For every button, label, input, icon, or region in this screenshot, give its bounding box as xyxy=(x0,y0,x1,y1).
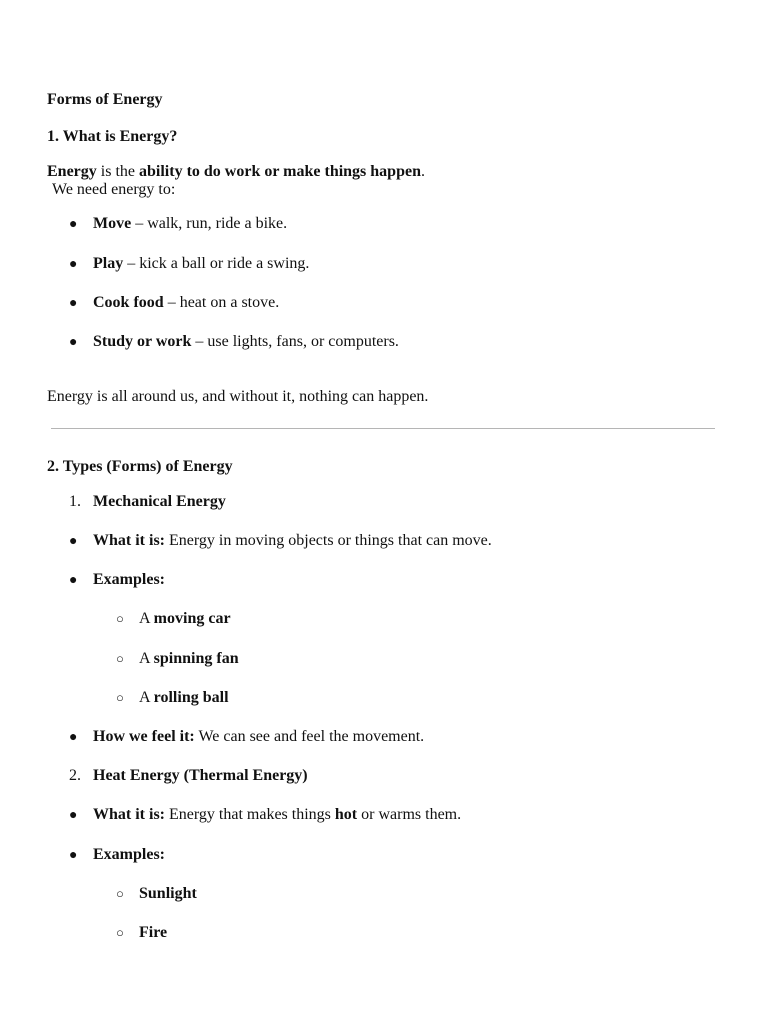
examples-label: Examples: xyxy=(93,571,165,588)
item-term: Cook food xyxy=(93,294,164,311)
item-text: We can see and feel the movement. xyxy=(194,728,425,745)
bullet-icon: ● xyxy=(69,808,78,823)
item-term: rolling ball xyxy=(153,689,229,706)
list-number: 2. xyxy=(69,767,81,784)
list-item xyxy=(93,214,287,234)
bullet-icon: ● xyxy=(69,257,78,272)
list-number: 1. xyxy=(69,493,81,510)
list-item xyxy=(93,727,424,747)
bullet-icon: ● xyxy=(69,730,78,745)
list-item: Fire xyxy=(139,924,168,941)
item-text: – heat on a stove. xyxy=(163,294,280,311)
examples-label: Examples: xyxy=(93,846,165,863)
item-term: moving car xyxy=(153,610,231,627)
circle-bullet-icon: ○ xyxy=(116,886,124,901)
list-item xyxy=(93,805,461,825)
definition-connector: is the xyxy=(96,163,139,180)
definition-period: . xyxy=(420,163,425,180)
item-text: – use lights, fans, or computers. xyxy=(191,333,399,350)
bullet-icon: ● xyxy=(69,335,78,350)
horizontal-divider xyxy=(51,428,715,429)
list-item xyxy=(93,332,399,352)
circle-bullet-icon: ○ xyxy=(116,611,124,626)
item-text: – kick a ball or ride a swing. xyxy=(123,255,310,272)
item-text: or warms them. xyxy=(357,806,462,823)
definition-term: Energy xyxy=(47,163,97,180)
list-item xyxy=(93,531,492,551)
energy-definition xyxy=(47,162,425,182)
doc-title: Forms of Energy xyxy=(47,91,163,108)
bullet-icon: ● xyxy=(69,534,78,549)
list-item xyxy=(93,293,279,313)
list-item xyxy=(139,649,239,669)
section-1-heading: 1. What is Energy? xyxy=(47,128,178,145)
item-label: What it is: xyxy=(93,806,165,823)
section-2-heading: 2. Types (Forms) of Energy xyxy=(47,458,233,475)
list-item xyxy=(139,688,229,708)
item-text: Energy that makes things xyxy=(165,806,335,823)
item-term: Play xyxy=(93,255,124,272)
bullet-icon: ● xyxy=(69,848,78,863)
bullet-icon: ● xyxy=(69,573,78,588)
circle-bullet-icon: ○ xyxy=(116,925,124,940)
list-item xyxy=(139,609,231,629)
item-text: A xyxy=(139,610,154,627)
heat-energy-title: Heat Energy (Thermal Energy) xyxy=(93,767,308,784)
list-item xyxy=(93,254,309,274)
bullet-icon: ● xyxy=(69,217,78,232)
item-label: How we feel it: xyxy=(93,728,195,745)
circle-bullet-icon: ○ xyxy=(116,651,124,666)
definition-phrase: ability to do work or make things happen xyxy=(139,163,421,180)
mechanical-energy-title: Mechanical Energy xyxy=(93,493,226,510)
bullet-icon: ● xyxy=(69,296,78,311)
item-text: A xyxy=(139,689,154,706)
closing-sentence: Energy is all around us, and without it, nothing can happen. xyxy=(47,388,429,405)
need-energy-line: We need energy to: xyxy=(52,181,176,198)
item-term: hot xyxy=(334,806,358,823)
item-label: What it is: xyxy=(93,532,165,549)
item-term: spinning fan xyxy=(153,650,239,667)
item-text: – walk, run, ride a bike. xyxy=(131,215,288,232)
item-term: Move xyxy=(93,215,132,232)
item-term: Study or work xyxy=(93,333,192,350)
item-text: Energy in moving objects or things that can move. xyxy=(165,532,492,549)
list-item: Sunlight xyxy=(139,885,197,902)
circle-bullet-icon: ○ xyxy=(116,690,124,705)
item-text: A xyxy=(139,650,154,667)
